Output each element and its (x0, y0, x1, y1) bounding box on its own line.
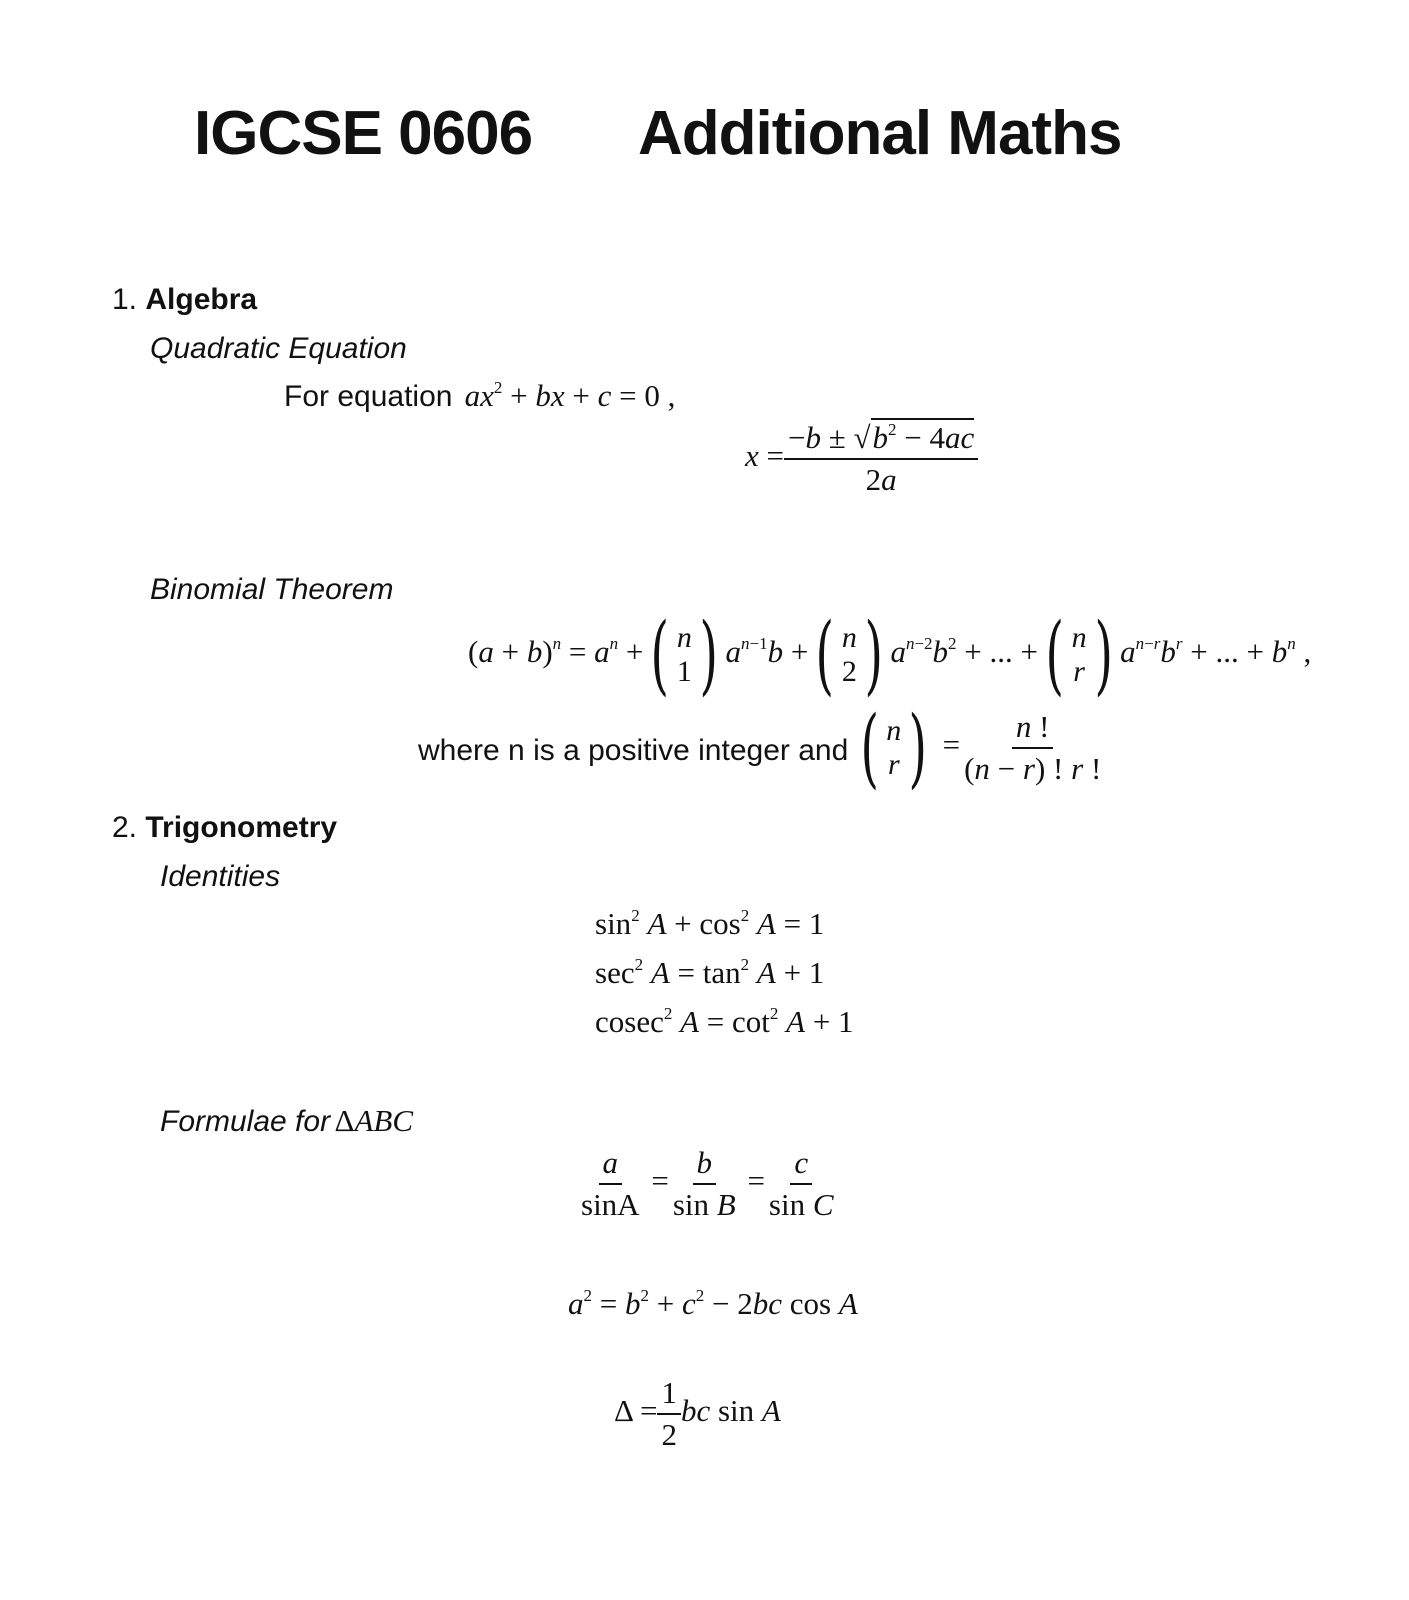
page-title-code: IGCSE 0606 (194, 99, 533, 168)
cosine-rule-formula: $a^2 = b^2 + c^2 - 2bc$ cos A (568, 1285, 858, 1321)
quadratic-intro-line (284, 378, 675, 414)
section-number: 2. (112, 811, 138, 844)
section-title: Trigonometry (145, 811, 338, 844)
triangle-symbol: ΔABC (334, 1103, 414, 1138)
binomial-coefficient-formula: ( n r ) = $\frac{n !}{(n - r) ! r !}$ (860, 698, 1102, 798)
identity-sec-tan: $\sec^2 A = \tan^2 A + 1$ (595, 954, 825, 990)
quadratic-solution-formula: x = $\frac{-b \pm √b^2 - 4ac}{2a}$ (745, 420, 978, 498)
section-title: Algebra (145, 283, 258, 316)
quadratic-intro-text: For equation (284, 380, 453, 413)
triangle-heading: Formulae for (160, 1105, 331, 1138)
identity-sin-cos: $\sin^2 A + \cos^2 A = 1$ (595, 905, 825, 941)
binomial-expansion-formula: $(a + b)^n = a^n$ + ( n 1 ) $a^{n-1}b$ + ( n 2 ) $a^{n-2}b^2$ + ... + ( n r ) $a^{n-r}b^r$ + ... + $b^n$ , (468, 605, 1312, 705)
identity-cosec-cot: cosec$^2$ $A = \cot^2 A + 1$ (595, 1003, 854, 1039)
binomial-condition-text: where n is a positive integer and (418, 733, 849, 767)
binomial-heading: Binomial Theorem (150, 573, 394, 606)
binomial-condition-line (418, 698, 1105, 798)
section-trigonometry (112, 811, 337, 845)
page-title-subject: Additional Maths (638, 99, 1122, 168)
triangle-area-formula: Δ = $\frac{1}{2}$ bc sin A (614, 1375, 781, 1452)
sine-rule-formula: $\frac{a}{\sin A}$ = $\frac{b}{\text{sin B}}$ = $\frac{c}{\text{sin C}}$ (581, 1145, 834, 1222)
triangle-heading-line (160, 1103, 413, 1139)
section-number: 1. (112, 283, 138, 316)
quadratic-heading: Quadratic Equation (150, 332, 407, 365)
section-algebra (112, 283, 257, 317)
identities-heading: Identities (160, 860, 281, 893)
quadratic-equation-formula: $ax^2$ + bx + c = 0 , (464, 377, 676, 413)
